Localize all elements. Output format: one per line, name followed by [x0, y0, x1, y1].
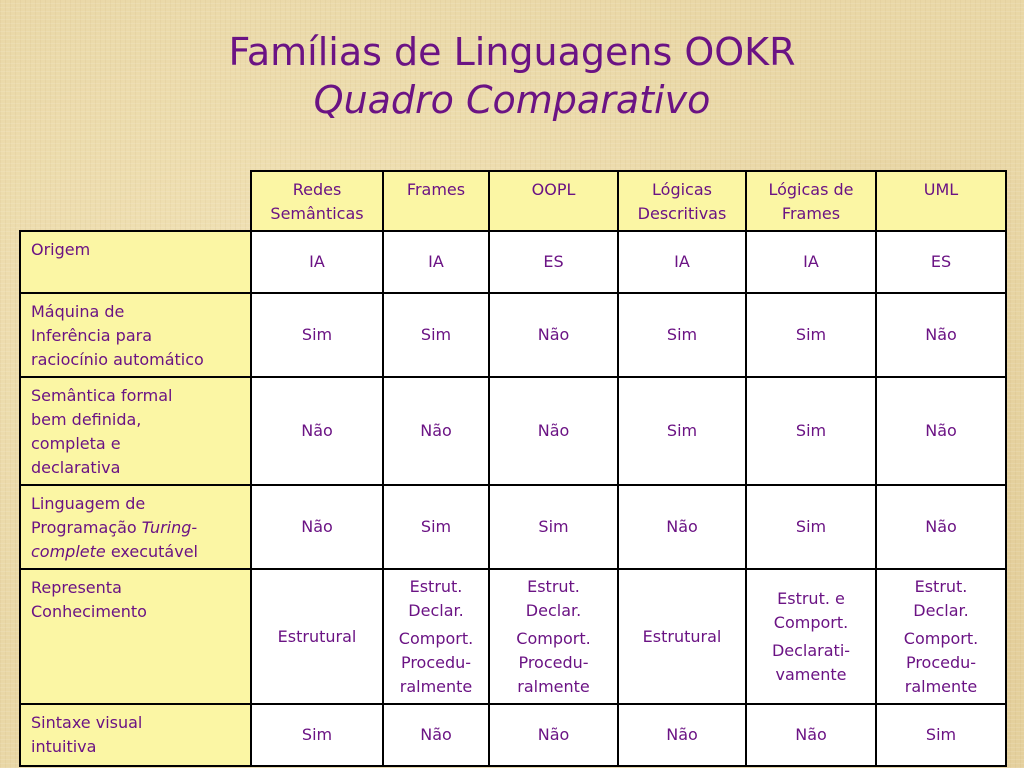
table-cell: Sim	[746, 485, 876, 569]
table-row-linguagem-programacao	[20, 485, 1006, 569]
table-cell: Sim	[383, 485, 489, 569]
row-label-sintaxe-visual: Sintaxe visual intuitiva	[20, 704, 251, 766]
column-header-redes-semanticas: Redes Semânticas	[251, 171, 383, 231]
slide-title	[0, 28, 1024, 124]
column-header-uml: UML	[876, 171, 1006, 231]
row-label-origem: Origem	[20, 231, 251, 293]
table-cell: Não	[618, 704, 746, 766]
table-cell: Sim	[876, 704, 1006, 766]
row-label-representa-conhecimento: Representa Conhecimento	[20, 569, 251, 704]
table-cell: Estrutural	[618, 569, 746, 704]
table-cell: Não	[489, 293, 618, 377]
column-header-oopl: OOPL	[489, 171, 618, 231]
table-cell: Sim	[618, 377, 746, 485]
table-cell: Sim	[251, 704, 383, 766]
header-row	[20, 171, 1006, 231]
table-cell: Sim	[746, 377, 876, 485]
table-cell: Não	[746, 704, 876, 766]
table-cell: IA	[618, 231, 746, 293]
table-row-semantica-formal	[20, 377, 1006, 485]
table-row-maquina-inferencia	[20, 293, 1006, 377]
row-label-maquina-inferencia: Máquina de Inferência para raciocínio automático	[20, 293, 251, 377]
table-cell: Não	[251, 377, 383, 485]
table-cell: Não	[251, 485, 383, 569]
table-cell: ES	[489, 231, 618, 293]
table-row-sintaxe-visual	[20, 704, 1006, 766]
table-cell: Não	[383, 377, 489, 485]
column-header-logicas-de-frames: Lógicas de Frames	[746, 171, 876, 231]
table-cell: Não	[489, 704, 618, 766]
column-header-logicas-descritivas: Lógicas Descritivas	[618, 171, 746, 231]
table-cell: Não	[489, 377, 618, 485]
table-cell: Estrut. Declar. Comport. Procedu- ralmente	[383, 569, 489, 704]
comparison-table	[19, 170, 1007, 767]
table-cell: IA	[383, 231, 489, 293]
title-line-1: Famílias de Linguagens OOKR	[228, 30, 796, 74]
table-cell: Estrut. e Comport. Declarati- vamente	[746, 569, 876, 704]
table-cell: Sim	[251, 293, 383, 377]
row-label-linguagem-programacao: Linguagem de Programação Turing- complete executável	[20, 485, 251, 569]
table-cell: Estrut. Declar. Comport. Procedu- ralmente	[876, 569, 1006, 704]
table-cell: IA	[746, 231, 876, 293]
table-cell: Sim	[383, 293, 489, 377]
table-cell: Sim	[746, 293, 876, 377]
table-cell: Não	[876, 377, 1006, 485]
table-cell: Sim	[489, 485, 618, 569]
column-header-frames: Frames	[383, 171, 489, 231]
title-line-2: Quadro Comparativo	[313, 78, 711, 122]
table-row-origem	[20, 231, 1006, 293]
row-label-semantica-formal: Semântica formal bem definida, completa e declarativa	[20, 377, 251, 485]
table-row-representa-conhecimento	[20, 569, 1006, 704]
table-cell: Não	[618, 485, 746, 569]
table-cell: IA	[251, 231, 383, 293]
table-cell: Estrut. Declar. Comport. Procedu- ralmente	[489, 569, 618, 704]
table-cell: Não	[383, 704, 489, 766]
table-cell: Não	[876, 293, 1006, 377]
table-cell: ES	[876, 231, 1006, 293]
header-corner	[20, 171, 251, 231]
table-cell: Sim	[618, 293, 746, 377]
table-cell: Estrutural	[251, 569, 383, 704]
table-cell: Não	[876, 485, 1006, 569]
